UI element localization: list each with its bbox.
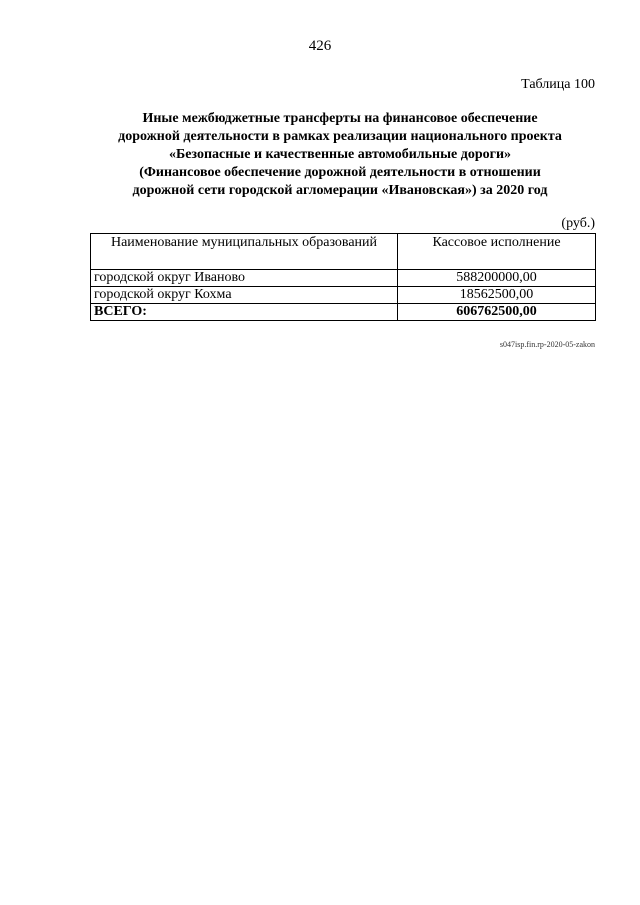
title-line: дорожной деятельности в рамках реализации национального проекта (118, 129, 562, 144)
footer-code: s047isp.fin.rp-2020-05-zakon (499, 340, 595, 349)
transfers-table (90, 233, 596, 321)
title-line: Иные межбюджетные трансферты на финансовое обеспечение (142, 111, 538, 126)
table-row (91, 270, 596, 287)
title-line: (Финансовое обеспечение дорожной деятельности в отношении (139, 165, 541, 180)
unit-label: (руб.) (561, 216, 595, 231)
total-row (91, 304, 596, 321)
municipality-name: городской округ Кохма (91, 287, 398, 304)
title-line: «Безопасные и качественные автомобильные дороги» (168, 147, 512, 162)
table-row (91, 287, 596, 304)
execution-value: 18562500,00 (398, 287, 596, 304)
table-header-row (91, 234, 596, 270)
title-line: дорожной сети городской агломерации «Ивановская») за 2020 год (132, 183, 548, 198)
document-title (80, 110, 600, 200)
municipality-name: городской округ Иваново (91, 270, 398, 287)
header-municipality: Наименование муниципальных образований (91, 234, 398, 270)
table-label: Таблица 100 (521, 77, 595, 92)
execution-value: 588200000,00 (398, 270, 596, 287)
page-number: 426 (308, 38, 332, 54)
total-label: ВСЕГО: (91, 304, 398, 321)
header-execution: Кассовое исполнение (398, 234, 596, 270)
total-value: 606762500,00 (398, 304, 596, 321)
